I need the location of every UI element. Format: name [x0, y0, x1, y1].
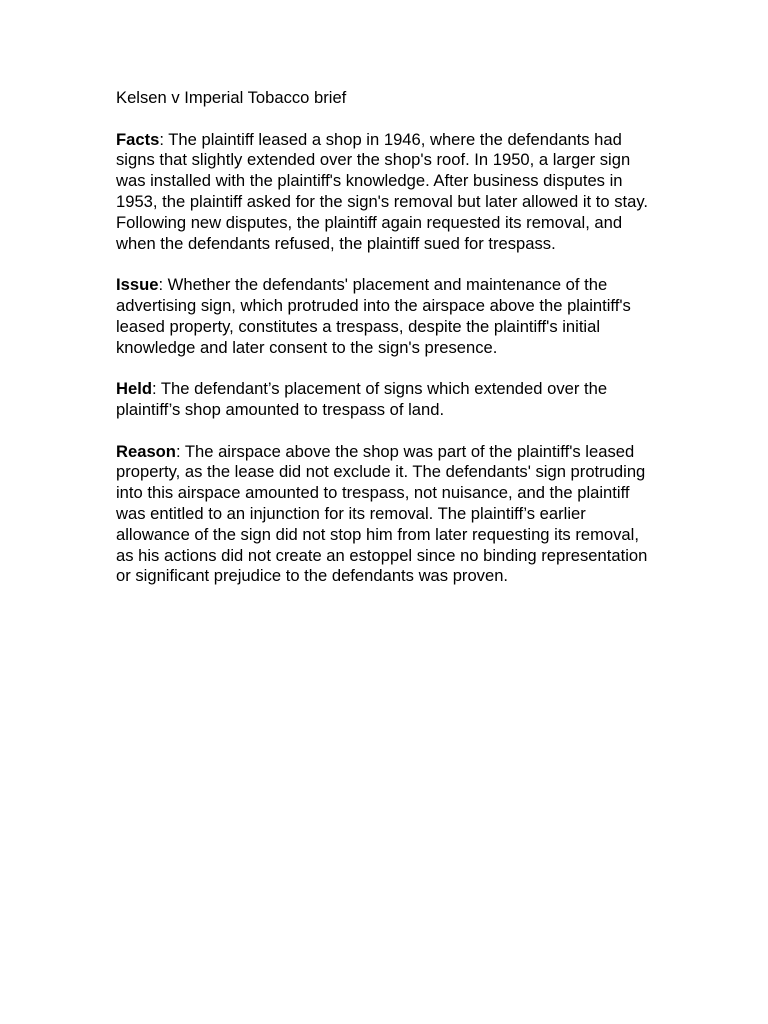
document-title: Kelsen v Imperial Tobacco brief	[116, 88, 347, 107]
reason-text: The airspace above the shop was part of the plaintiff's leased property, as the lease did not exclude it. The defendants' sign protruding into this airspace amounted to trespass, not nuisance, and the plaintiff was entitled to an injunction for its removal. The plaintiff’s earlier allowance of the sign did not stop him from later requesting its removal, as his actions did not create an estoppel since no binding representation or significant prejudice to the defendants was proven.	[116, 441, 648, 586]
issue-separator: :	[158, 275, 168, 295]
facts-text: The plaintiff leased a shop in 1946, where the defendants had signs that slightly extended over the shop's roof. In 1950, a larger sign was installed with the plaintiff's knowledge. After business disputes in 1953, the plaintiff asked for the sign's removal but later allowed it to stay. Following new disputes, the plaintiff again requested its removal, and when the defendants refused, the plaintiff sued for trespass.	[116, 129, 649, 253]
held-label: Held	[116, 379, 152, 399]
reason-paragraph	[116, 442, 661, 588]
document-page	[116, 88, 661, 608]
reason-separator: :	[175, 441, 185, 461]
issue-label: Issue	[116, 275, 159, 295]
issue-paragraph	[116, 275, 661, 358]
facts-paragraph	[116, 130, 661, 255]
reason-label: Reason	[116, 441, 176, 461]
issue-text: Whether the defendants' placement and maintenance of the advertising sign, which protruded into the airspace above the plaintiff's leased property, constitutes a trespass, despite the plaintiff's initial knowledge and later consent to the sign's presence.	[116, 275, 631, 357]
held-paragraph	[116, 379, 661, 421]
facts-separator: :	[159, 129, 169, 149]
held-separator: :	[151, 379, 161, 399]
facts-label: Facts	[116, 129, 160, 149]
held-text: The defendant’s placement of signs which extended over the plaintiff’s shop amounted to trespass of land.	[116, 379, 608, 419]
